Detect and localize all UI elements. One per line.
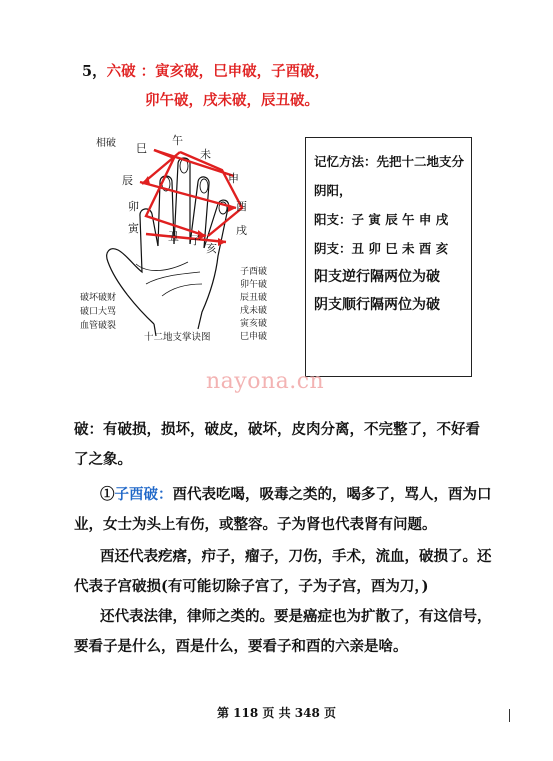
right-list-3: 辰丑破 <box>240 293 268 303</box>
right-list-4: 戌未破 <box>240 306 268 316</box>
paragraph-definition: 破：有破损，损坏，破皮，破坏，皮肉分离，不完整了，不好看了之象。 <box>74 421 480 468</box>
memo-line-1: 记忆方法：先把十二地支分 <box>314 154 465 169</box>
section-title: 六破 ： <box>106 63 156 80</box>
branch-you: 酉 <box>236 200 247 213</box>
paragraph-zi-you <box>74 480 494 540</box>
memo-line-2: 阴阳， <box>314 183 352 198</box>
section-number: 5， <box>82 63 107 80</box>
you-wounds-text: 酉还代表疙瘩，疖子，瘤子，刀伤，手术，流血，破损了。还代表子宫破损(有可能切除子宫了，子为子宫，酉为刀，) <box>74 548 492 595</box>
branch-wei: 未 <box>200 148 211 161</box>
left-note-1: 破坏破财 <box>80 293 117 303</box>
memo-line-3: 阳支：子 寅 辰 午 申 戌 <box>314 212 449 227</box>
zi-you-text: 酉代表吃喝，吸毒之类的，喝多了，骂人，酉为口业，女士为头上有伤，或整容。子为肾也代表肾有问题。 <box>74 486 492 533</box>
law-text: 还代表法律，律师之类的。要是癌症也为扩散了，有这信号，要看子是什么，酉是什么，要看子和酉的六亲是啥。 <box>74 608 492 655</box>
branch-shen: 申 <box>228 172 239 185</box>
memo-line-5: 阳支逆行隔两位为破 <box>314 269 440 285</box>
watermark: nayona.cn <box>206 369 325 394</box>
circled-number-1: ① <box>100 486 115 503</box>
palm-diagram-svg <box>76 124 308 346</box>
heading-line-2: 卯午破，戌未破，辰丑破。 <box>145 92 319 109</box>
right-list-2: 卯午破 <box>240 280 268 290</box>
pairing-lines <box>140 150 242 242</box>
section-heading <box>82 58 330 109</box>
palm-diagram <box>76 124 308 346</box>
memory-method-box <box>305 137 472 377</box>
branch-xu: 戌 <box>236 224 247 237</box>
memo-line-6: 阴支顺行隔两位为破 <box>314 297 440 313</box>
memo-line-4: 阴支：丑 卯 巳 未 酉 亥 <box>314 241 449 256</box>
right-list-1: 子酉破 <box>240 267 268 277</box>
left-note-2: 破口大骂 <box>80 307 117 317</box>
label-xiangpo: 相破 <box>96 138 116 149</box>
paragraph-you-wounds <box>74 542 494 602</box>
branch-chou: 丑 <box>168 230 179 243</box>
heading-line-1: 寅亥破，巳申破，子酉破， <box>155 63 330 80</box>
right-list-6: 巳申破 <box>240 332 268 342</box>
branch-wu: 午 <box>172 134 183 147</box>
zi-you-label: 子酉破： <box>114 486 173 503</box>
paragraph-law <box>74 602 494 662</box>
diagram-caption: 十二地支掌诀图 <box>144 332 211 343</box>
branch-hai: 亥 <box>206 242 217 255</box>
branch-zi: 子 <box>190 234 201 247</box>
text-cursor <box>509 709 510 722</box>
page-footer: 第 118 页 共 348 页 <box>217 706 336 720</box>
branch-mao: 卯 <box>128 200 139 213</box>
left-note-3: 血管破裂 <box>80 321 117 331</box>
branch-chen: 辰 <box>122 174 133 187</box>
branch-yin: 寅 <box>128 222 139 235</box>
branch-si: 巳 <box>136 142 147 155</box>
right-list-5: 寅亥破 <box>240 319 268 329</box>
